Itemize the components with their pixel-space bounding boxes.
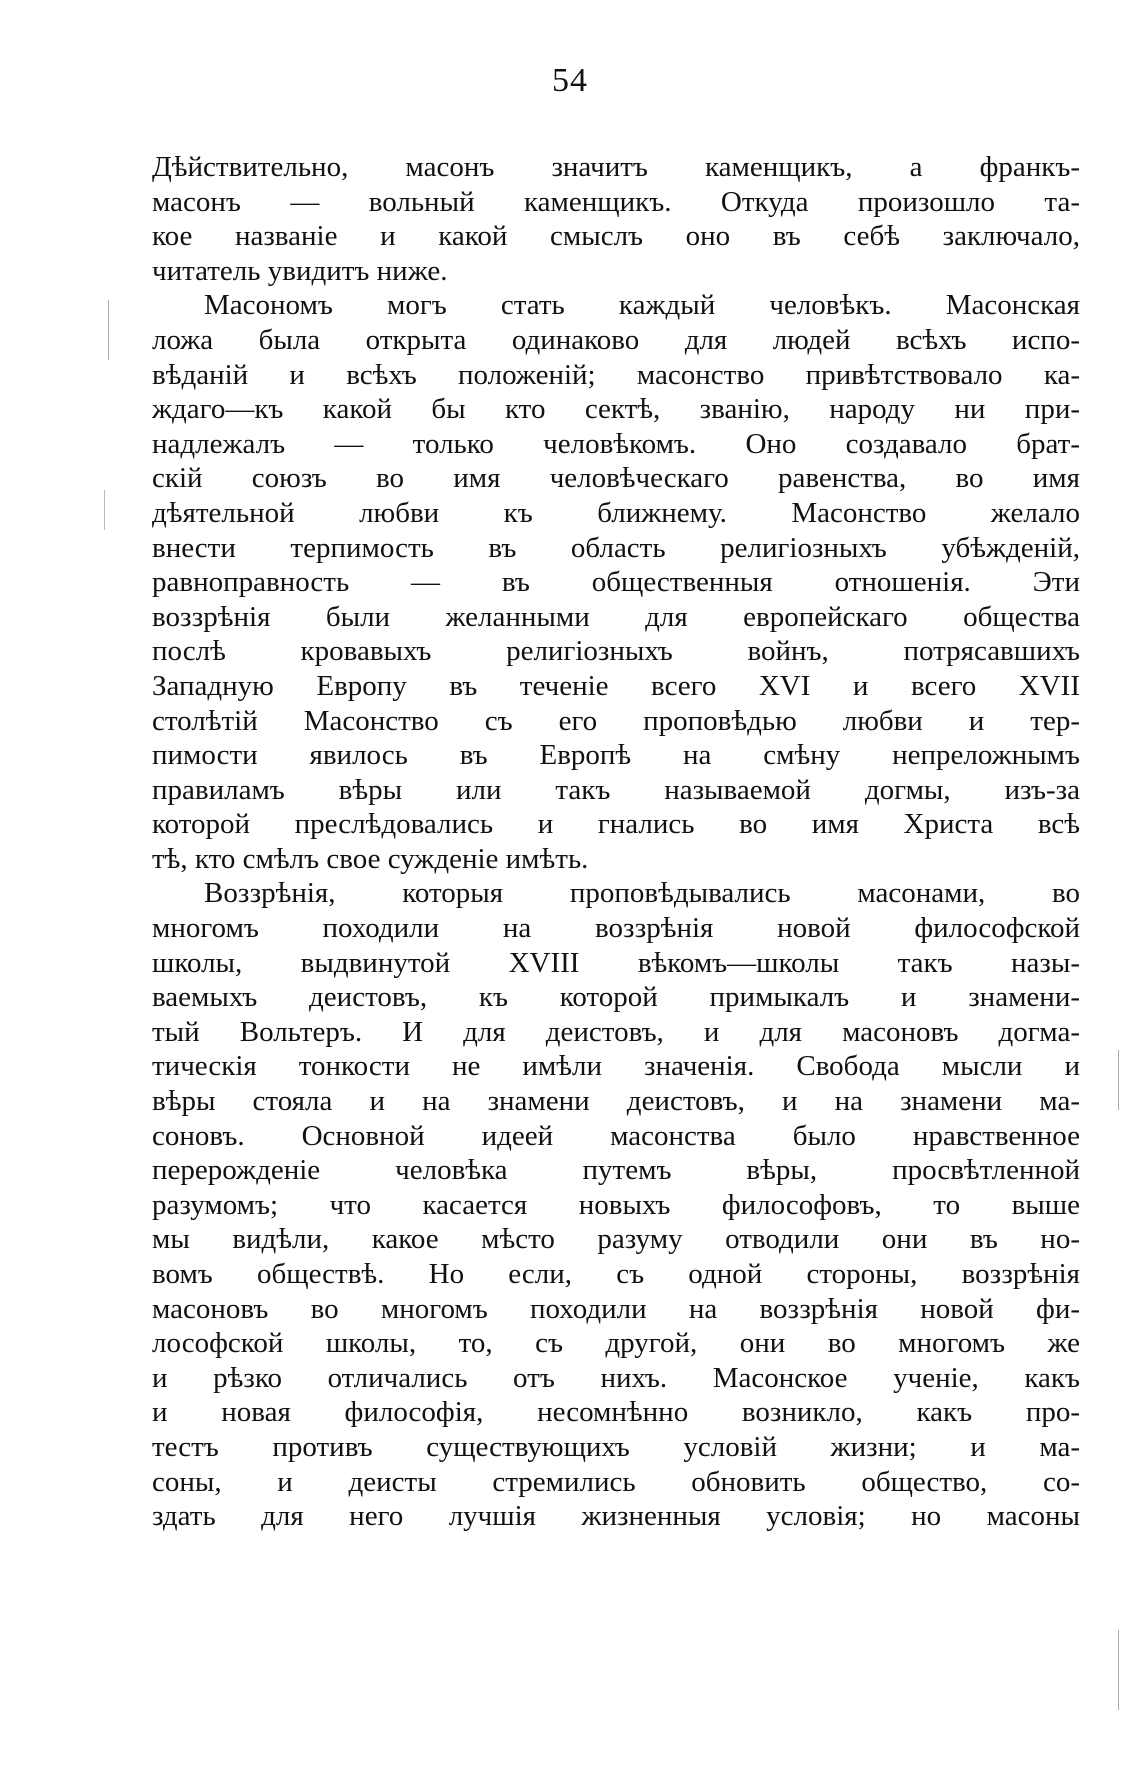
text-line: соны, и деисты стремились обновить общество, со- (152, 1465, 1080, 1498)
text-line: разумомъ; что касается новыхъ философовъ, то выше (152, 1188, 1080, 1221)
text-line: тестъ противъ существующихъ условій жизни; и ма- (152, 1430, 1080, 1463)
text-line: дѣятельной любви къ ближнему. Масонство желало (152, 496, 1080, 529)
text-line: вѣданій и всѣхъ положеній; масонство привѣтствовало ка- (152, 358, 1080, 391)
text-line: соновъ. Основной идеей масонства было нравственное (152, 1119, 1080, 1152)
text-line: равноправность — въ общественныя отношенія. Эти (152, 566, 1080, 599)
text-line: воззрѣнія были желанными для европейскаго общества (152, 600, 1080, 633)
scan-artifact (1118, 1630, 1119, 1710)
text-line: здать для него лучшія жизненныя условія; но масоны (152, 1500, 1080, 1533)
text-line: ложа была открыта одинаково для людей всѣхъ испо- (152, 323, 1080, 356)
text-line: школы, выдвинутой XVIII вѣкомъ—школы такъ назы- (152, 946, 1080, 979)
text-line: внести терпимость въ область религіозныхъ убѣжденій, (152, 531, 1080, 564)
paragraph-3 (152, 876, 1080, 1533)
text-line: и новая философія, несомнѣнно возникло, какъ про- (152, 1396, 1080, 1429)
text-line: скій союзъ во имя человѣческаго равенства, во имя (152, 462, 1080, 495)
text-line: тическія тонкости не имѣли значенія. Свобода мысли и (152, 1050, 1080, 1083)
text-line: и рѣзко отличались отъ нихъ. Масонское ученіе, какъ (152, 1361, 1080, 1394)
text-line: Дѣйствительно, масонъ значитъ каменщикъ, а франкъ- (152, 151, 1080, 183)
text-line: многомъ походили на воззрѣнія новой философской (152, 912, 1080, 945)
text-line: читатель увидитъ ниже. (152, 254, 448, 287)
scan-artifact (108, 300, 109, 360)
text-line: лософской школы, то, съ другой, они во многомъ же (152, 1327, 1080, 1360)
paragraph-2 (152, 288, 1080, 876)
text-line: пимости явилось въ Европѣ на смѣну непреложнымъ (152, 739, 1080, 772)
text-line: правиламъ вѣры или такъ называемой догмы, изъ-за (152, 773, 1080, 806)
scan-artifact (1118, 1050, 1119, 1110)
body-text (152, 150, 1080, 1534)
page-number: 54 (552, 62, 588, 99)
text-line: вомъ обществѣ. Но если, съ одной стороны, воззрѣнія (152, 1258, 1080, 1290)
text-line: мы видѣли, какое мѣсто разуму отводили они въ но- (152, 1223, 1080, 1256)
text-line: тѣ, кто смѣлъ свое сужденіе имѣть. (152, 842, 589, 875)
text-line: послѣ кровавыхъ религіозныхъ войнъ, потрясавшихъ (152, 635, 1080, 668)
text-line: ждаго—къ какой бы кто сектѣ, званію, народу ни при- (152, 393, 1080, 426)
paragraph-1 (152, 150, 1080, 288)
text-line: Воззрѣнія, которыя проповѣдывались масонами, во (204, 877, 1080, 910)
text-line: кое названіе и какой смыслъ оно въ себѣ заключало, (152, 220, 1080, 253)
text-line: столѣтій Масонство съ его проповѣдью любви и тер- (152, 704, 1080, 737)
scan-artifact (104, 490, 105, 530)
text-line: надлежалъ — только человѣкомъ. Оно создавало брат- (152, 427, 1080, 460)
text-line: Масономъ могъ стать каждый человѣкъ. Масонская (204, 289, 1080, 322)
text-line: вѣры стояла и на знамени деистовъ, и на знамени ма- (152, 1085, 1080, 1118)
text-line: Западную Европу въ теченіе всего XVI и всего XVII (152, 669, 1080, 702)
text-line: которой преслѣдовались и гнались во имя Христа всѣ (152, 808, 1080, 841)
text-line: тый Вольтеръ. И для деистовъ, и для масоновъ догма- (152, 1015, 1080, 1048)
text-line: перерожденіе человѣка путемъ вѣры, просвѣтленной (152, 1154, 1080, 1187)
text-line: масонъ — вольный каменщикъ. Откуда произошло та- (152, 185, 1080, 218)
text-line: ваемыхъ деистовъ, къ которой примыкалъ и знамени- (152, 981, 1080, 1014)
text-line: масоновъ во многомъ походили на воззрѣнія новой фи- (152, 1292, 1080, 1325)
